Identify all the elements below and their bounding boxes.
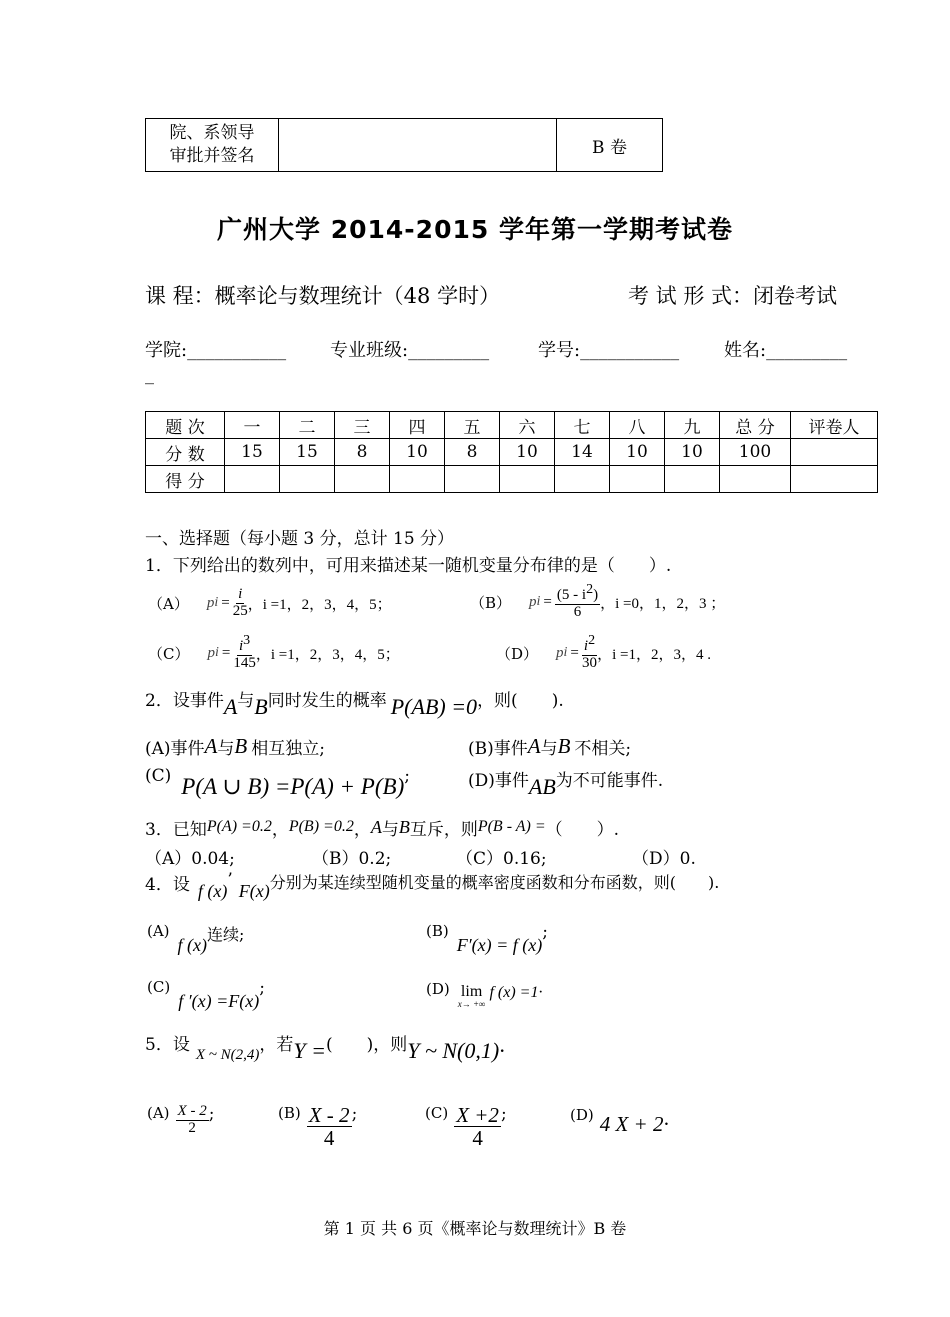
score-header: 题 次 [146, 412, 225, 439]
q1-a-sub: i [214, 595, 219, 610]
q3-stem-c: 互斥，则 [409, 819, 478, 840]
q5-option-c [425, 1104, 507, 1160]
q1-b-sup: 2 [586, 582, 594, 598]
q5-option-a [147, 1104, 214, 1154]
q2-a-label: (A)事件 [145, 739, 205, 759]
q3-option: （C）0.16; [456, 849, 547, 869]
earned-label: 得 分 [146, 466, 225, 493]
earned-cell[interactable] [335, 466, 390, 493]
q5-d-expr: 4 X + 2· [599, 1112, 669, 1136]
q2-var-a: A [223, 694, 238, 719]
q4-option-c [147, 978, 265, 1012]
earned-cell[interactable] [280, 466, 335, 493]
q2-option-b: (B)事件 A 与 B 不相关; [468, 734, 632, 759]
score-header: 五 [445, 412, 500, 439]
earned-cell[interactable] [610, 466, 665, 493]
q1-option-a: （A） p i = $\frac{i}{25}$ ，i =1，2，3，4，5； [148, 585, 392, 619]
q4-f: f (x) [197, 881, 228, 901]
points-cell: 10 [665, 439, 720, 466]
q4-c-expr: f ′(x) =F(x) [178, 991, 260, 1011]
q4-a-text: 连续; [207, 925, 245, 944]
earned-cell[interactable] [555, 466, 610, 493]
q5-stem-c: ( )，则 [325, 1035, 408, 1055]
q5-a-den: 2 [188, 1119, 196, 1136]
q5-c-end: ; [500, 1104, 507, 1124]
score-header-row [146, 412, 878, 439]
q2-d-label: (D)事件 [468, 771, 529, 791]
q5-b-num: X - 2 [308, 1103, 350, 1127]
q3-stem-a: 3．已知 [145, 819, 207, 840]
score-header: 二 [280, 412, 335, 439]
q4-b-label: (B) [426, 922, 449, 940]
paper-version: B 卷 [557, 119, 663, 172]
q5-b-label: (B) [278, 1104, 301, 1122]
q2-stem [145, 686, 564, 720]
q1-b-fraction [555, 583, 600, 621]
points-cell: 100 [720, 439, 791, 466]
points-cell: 10 [390, 439, 445, 466]
q1-d-sup: 2 [588, 633, 596, 649]
q5-a-num: X - 2 [177, 1103, 207, 1119]
q3-expr3: P(B - A) = [477, 818, 546, 835]
q1-c-fraction [233, 634, 256, 672]
q4-option-a [147, 922, 244, 956]
q2-d-text: 为不可能事件. [555, 771, 664, 791]
q2-c-label: (C) [145, 766, 172, 786]
score-header: 一 [225, 412, 280, 439]
q3-expr1: P(A) =0.2 [206, 818, 272, 835]
q2-stem-b: 与 [237, 691, 255, 711]
q5-a-label: (A) [147, 1104, 170, 1122]
q2-a-text: 相互独立; [251, 739, 325, 759]
q1-d-range: ，i =1，2，3，4 . [597, 646, 711, 663]
q4-option-b [426, 922, 548, 956]
q4-comma: ’ [227, 870, 233, 890]
earned-cell[interactable] [665, 466, 720, 493]
name-field-overflow: _ [145, 364, 154, 385]
q1-d-num: i [583, 638, 589, 655]
points-cell: 8 [335, 439, 390, 466]
q1-c-num: i [239, 638, 244, 655]
points-cell: 15 [280, 439, 335, 466]
q5-c-num: X +2 [456, 1103, 499, 1127]
q2-d-var: AB [528, 774, 556, 799]
points-cell: 10 [500, 439, 555, 466]
points-cell [791, 439, 878, 466]
q2-option-a: (A)事件 A 与 B 相互独立; [145, 734, 325, 759]
approval-label-line1: 院、系领导 [169, 123, 255, 143]
q1-option-c: （C） p i = $\frac{i^3}{145}$ ，i =1，2，3，4，5； [148, 633, 400, 671]
points-cell: 14 [555, 439, 610, 466]
q5-stem-b: ，若 [259, 1035, 294, 1055]
approval-label-cell [146, 119, 279, 172]
exam-title: 广州大学 2014-2015 学年第一学期考试卷 [217, 215, 733, 244]
points-cell: 10 [610, 439, 665, 466]
q1-c-den: 145 [233, 655, 256, 671]
score-header: 三 [335, 412, 390, 439]
q1-a-p: p [206, 594, 215, 611]
q4-d-limit [458, 984, 486, 1009]
points-label: 分 数 [146, 439, 225, 466]
score-header: 评卷人 [791, 412, 878, 439]
q1-c-sup: 3 [243, 633, 251, 649]
q2-expr: P(AB) =0 [390, 694, 478, 719]
earned-cell[interactable] [445, 466, 500, 493]
score-header: 四 [390, 412, 445, 439]
earned-cell[interactable] [720, 466, 791, 493]
q2-c-expr: P(A ∪ B) =P(A) + P(B) [181, 774, 405, 799]
q4-F: F(x) [238, 881, 270, 901]
class-field[interactable]: 专业班级:_________ [330, 340, 490, 361]
q4-d-lim: lim [460, 983, 483, 1000]
q3-stem: 3．已知 P(A) =0.2 ， P(B) =0.2 ， A 与 B 互斥，则 P(B - A) = （ ）. [145, 816, 620, 840]
course-label: 课 程：概率论与数理统计（48 学时） [145, 284, 501, 308]
q5-stem-a: 5．设 [145, 1035, 190, 1055]
q3-option: （B）0.2; [312, 849, 392, 869]
q1-a-range: ，i =1，2，3，4，5； [247, 596, 392, 613]
q1-stem: 1．下列给出的数列中，可用来描述某一随机变量分布律的是（ ）. [145, 556, 672, 576]
q5-a-end: ; [208, 1104, 215, 1124]
q1-a-label: （A） [148, 594, 189, 613]
q2-stem-c: 同时发生的概率 [267, 691, 387, 711]
name-field[interactable]: 姓名:_________ [724, 340, 848, 361]
q2-var-b: B [254, 694, 268, 719]
q1-b-num: (5 - i [556, 587, 587, 604]
q1-a-den: 25 [232, 602, 248, 619]
q4-stem-a: 4．设 [145, 875, 190, 895]
section-heading: 一、选择题（每小题 3 分，总计 15 分） [145, 529, 455, 549]
q1-d-den: 30 [581, 655, 597, 671]
q2-option-d [468, 766, 663, 800]
q1-a-fraction [233, 587, 248, 620]
score-header: 七 [555, 412, 610, 439]
q1-a-num: i [238, 585, 243, 602]
q4-option-d [426, 980, 542, 1016]
score-header: 六 [500, 412, 555, 439]
q4-stem [145, 870, 719, 902]
q5-b-fraction [307, 1104, 352, 1149]
approval-label-line2: 审批并签名 [169, 146, 255, 166]
earned-row [146, 466, 878, 493]
q5-option-b [278, 1104, 357, 1160]
q4-c-end: ; [259, 978, 265, 998]
q5-stem [145, 1030, 505, 1064]
q2-option-c [145, 766, 410, 800]
college-field[interactable]: 学院:___________ [145, 340, 287, 361]
q5-c-label: (C) [425, 1104, 449, 1122]
q5-c-fraction [454, 1104, 501, 1149]
q5-b-end: ; [351, 1104, 358, 1124]
q3-stem-d: （ ）. [545, 819, 620, 840]
q5-option-d [570, 1106, 669, 1137]
exam-form: 考 试 形 式：闭卷考试 [628, 284, 838, 308]
q1-c-range: ，i =1，2，3，4，5； [255, 646, 400, 663]
q1-d-label: （D） [496, 644, 539, 663]
q1-d-fraction [582, 634, 597, 672]
q5-c-den: 4 [472, 1126, 483, 1151]
q4-d-label: (D) [426, 980, 450, 998]
q3-expr2: P(B) =0.2 [288, 818, 354, 835]
q4-b-end: ; [542, 922, 549, 942]
q5-expr2: Y = [293, 1038, 326, 1063]
q4-a-label: (A) [147, 922, 170, 940]
q5-b-den: 4 [323, 1126, 335, 1151]
q4-b-expr: F′(x) = f (x) [456, 935, 543, 955]
q5-a-fraction [176, 1104, 209, 1137]
q1-b-range: ，i =0，1，2，3 ； [600, 595, 726, 612]
earned-cell[interactable] [390, 466, 445, 493]
q2-c-end: ; [404, 766, 410, 786]
q4-a-expr: f (x) [177, 935, 208, 955]
approval-table [145, 118, 663, 172]
student-id-field[interactable]: 学号:___________ [538, 340, 680, 361]
q1-b-num-end: ) [593, 587, 599, 604]
q1-option-d: （D） p i = $\frac{i^2}{30}$ ，i =1，2，3，4 . [496, 633, 711, 671]
q4-d-sub: x→ +∞ [457, 999, 486, 1009]
q3-stem-b: ， [353, 819, 371, 840]
q2-stem-a: 2．设事件 [145, 691, 224, 711]
q4-stem-b: 分别为某连续型随机变量的概率密度函数和分布函数，则( ). [269, 873, 720, 892]
approval-signature-cell [279, 119, 557, 172]
q5-expr3: Y ~ N(0,1)· [407, 1038, 505, 1063]
page-footer: 第 1 页 共 6 页《概率论与数理统计》B 卷 [323, 1219, 627, 1238]
q4-c-label: (C) [147, 978, 171, 996]
score-header: 九 [665, 412, 720, 439]
q1-b-den: 6 [573, 604, 582, 620]
q5-d-label: (D) [570, 1106, 594, 1124]
q5-expr1: X ~ N(2,4) [195, 1047, 260, 1063]
earned-cell[interactable] [225, 466, 280, 493]
q1-b-label: （B） [470, 593, 512, 612]
q1-c-label: （C） [148, 644, 190, 663]
q4-d-expr: f (x) =1· [489, 984, 543, 1001]
points-cell: 15 [225, 439, 280, 466]
q2-b-text: 不相关; [574, 739, 632, 759]
q1-option-b: （B） p i = $\frac{(5 - i^2)}{6}$ ，i =0，1，2，3 ； [470, 582, 726, 620]
q3-option: （D）0. [632, 849, 696, 869]
score-header: 八 [610, 412, 665, 439]
earned-cell[interactable] [791, 466, 878, 493]
score-table [145, 411, 878, 493]
points-row [146, 439, 878, 466]
score-header: 总 分 [720, 412, 791, 439]
q3-option: （A）0.04; [145, 849, 235, 869]
q2-b-label: (B)事件 [468, 739, 528, 759]
points-cell: 8 [445, 439, 500, 466]
q3-sep: ， [271, 819, 289, 840]
q2-stem-d: ，则( ). [477, 691, 564, 711]
earned-cell[interactable] [500, 466, 555, 493]
